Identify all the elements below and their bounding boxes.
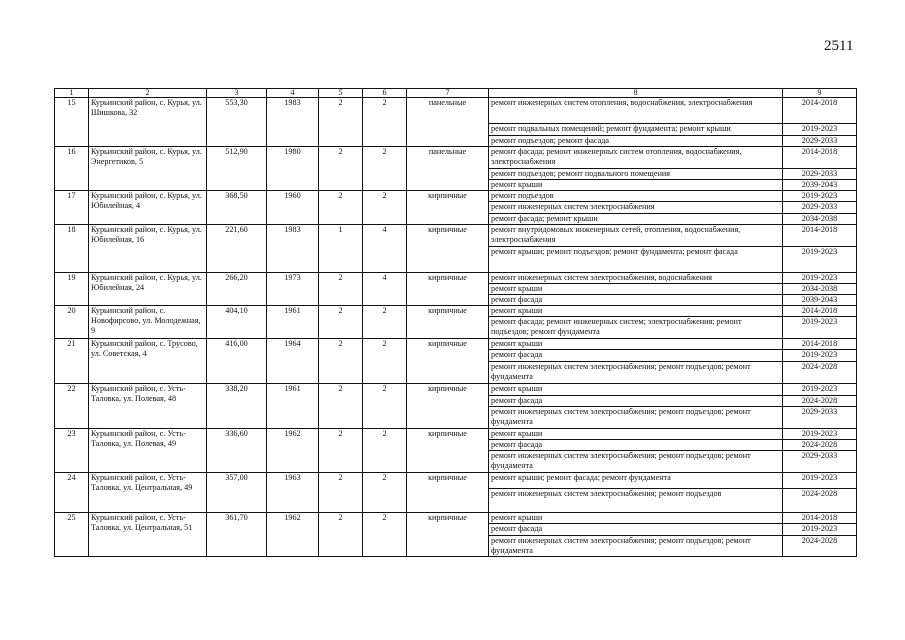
row-work-type: ремонт внутридомовых инженерных сетей, отопления, водоснабжения, электроснабжения	[489, 225, 783, 247]
row-period: 2034-2038	[783, 214, 857, 225]
col-header: 2	[89, 89, 207, 98]
row-work-type: ремонт крыши	[489, 429, 783, 440]
col-header: 9	[783, 89, 857, 98]
row-year: 1960	[267, 191, 319, 225]
row-work-type: ремонт инженерных систем электроснабжения; ремонт подъездов; ремонт фундамента	[489, 407, 783, 429]
col-header: 5	[319, 89, 363, 98]
row-entrances: 4	[363, 225, 407, 273]
row-wall-material: кирпичные	[407, 429, 489, 473]
row-period: 2029-2033	[783, 136, 857, 147]
row-entrances: 2	[363, 513, 407, 557]
row-area: 368,50	[207, 191, 267, 225]
row-entrances: 2	[363, 384, 407, 429]
row-work-type: ремонт фасада; ремонт крыши	[489, 214, 783, 225]
row-year: 1963	[267, 473, 319, 513]
col-header: 6	[363, 89, 407, 98]
row-wall-material: панельные	[407, 98, 489, 147]
row-work-type: ремонт фасада	[489, 350, 783, 362]
row-period: 2014-2018	[783, 98, 857, 124]
table-row	[55, 384, 857, 396]
row-work-type: ремонт крыши; ремонт подъездов; ремонт фундамента; ремонт фасада	[489, 247, 783, 273]
row-period: 2024-2028	[783, 362, 857, 384]
row-number: 23	[55, 429, 89, 473]
row-address: Курьинский район, с. Усть-Таловка, ул. Полевая, 49	[89, 429, 207, 473]
row-year: 1983	[267, 225, 319, 273]
row-address: Курьинский район, с. Усть-Таловка, ул. Полевая, 48	[89, 384, 207, 429]
row-entrances: 2	[363, 306, 407, 339]
row-work-type: ремонт инженерных систем электроснабжения; ремонт подъездов; ремонт фундамента	[489, 362, 783, 384]
row-period: 2024-2028	[783, 489, 857, 513]
row-number: 17	[55, 191, 89, 225]
row-work-type: ремонт крыши; ремонт фасада; ремонт фундамента	[489, 473, 783, 489]
row-year: 1961	[267, 306, 319, 339]
row-work-type: ремонт крыши	[489, 513, 783, 524]
row-address: Курьинский район, с. Курья, ул. Юбилейная, 16	[89, 225, 207, 273]
row-period: 2014-2018	[783, 225, 857, 247]
row-work-type: ремонт фасада	[489, 524, 783, 536]
row-period: 2014-2018	[783, 147, 857, 169]
row-work-type: ремонт инженерных систем отопления, водоснабжения, электроснабжения	[489, 98, 783, 124]
row-wall-material: кирпичные	[407, 273, 489, 306]
row-floors: 2	[319, 429, 363, 473]
table-row	[55, 225, 857, 247]
row-period: 2019-2023	[783, 191, 857, 202]
row-address: Курьинский район, с. Усть-Таловка, ул. Центральная, 51	[89, 513, 207, 557]
table-row	[55, 339, 857, 350]
row-work-type: ремонт фасада; ремонт инженерных систем; электроснабжения; ремонт подъездов; ремонт фундамента	[489, 317, 783, 339]
row-period: 2019-2023	[783, 273, 857, 284]
row-period: 2019-2023	[783, 317, 857, 339]
row-wall-material: кирпичные	[407, 473, 489, 513]
row-work-type: ремонт инженерных систем электроснабжения; ремонт подъездов; ремонт фундамента	[489, 451, 783, 473]
row-work-type: ремонт подъездов	[489, 191, 783, 202]
table-row	[55, 273, 857, 284]
table-row	[55, 473, 857, 489]
row-floors: 2	[319, 339, 363, 384]
row-wall-material: кирпичные	[407, 339, 489, 384]
page-number: 2511	[824, 38, 854, 54]
row-number: 19	[55, 273, 89, 306]
row-period: 2019-2023	[783, 384, 857, 396]
row-area: 361,70	[207, 513, 267, 557]
row-period: 2039-2043	[783, 295, 857, 306]
row-year: 1980	[267, 147, 319, 191]
row-work-type: ремонт инженерных систем электроснабжения; ремонт подъездов; ремонт фундамента	[489, 536, 783, 557]
row-entrances: 2	[363, 429, 407, 473]
table-row	[55, 306, 857, 317]
row-work-type: ремонт фасада; ремонт инженерных систем отопления, водоснабжения, электроснабжения	[489, 147, 783, 169]
table-row	[55, 513, 857, 524]
row-area: 404,10	[207, 306, 267, 339]
row-period: 2029-2033	[783, 451, 857, 473]
header-row	[55, 89, 857, 98]
row-work-type: ремонт фасада	[489, 440, 783, 451]
row-work-type: ремонт крыши	[489, 339, 783, 350]
row-number: 18	[55, 225, 89, 273]
table-row	[55, 147, 857, 169]
row-area: 221,60	[207, 225, 267, 273]
row-period: 2019-2023	[783, 473, 857, 489]
row-entrances: 2	[363, 339, 407, 384]
row-work-type: ремонт крыши	[489, 384, 783, 396]
row-period: 2029-2033	[783, 202, 857, 214]
table-row	[55, 98, 857, 124]
row-floors: 2	[319, 147, 363, 191]
row-period: 2024-2028	[783, 396, 857, 407]
row-period: 2034-2038	[783, 284, 857, 295]
row-area: 357,00	[207, 473, 267, 513]
row-period: 2024-2028	[783, 536, 857, 557]
row-area: 336,60	[207, 429, 267, 473]
row-work-type: ремонт подвальных помещений; ремонт фундамента; ремонт крыши	[489, 124, 783, 136]
row-number: 20	[55, 306, 89, 339]
row-year: 1973	[267, 273, 319, 306]
row-address: Курьинский район, с. Усть-Таловка, ул. Центральная, 49	[89, 473, 207, 513]
row-year: 1961	[267, 384, 319, 429]
row-area: 512,90	[207, 147, 267, 191]
row-area: 266,20	[207, 273, 267, 306]
row-work-type: ремонт крыши	[489, 284, 783, 295]
row-number: 15	[55, 98, 89, 147]
row-period: 2019-2023	[783, 247, 857, 273]
row-period: 2014-2018	[783, 339, 857, 350]
row-number: 16	[55, 147, 89, 191]
row-work-type: ремонт крыши	[489, 180, 783, 191]
row-floors: 2	[319, 98, 363, 147]
row-floors: 1	[319, 225, 363, 273]
row-period: 2014-2018	[783, 513, 857, 524]
row-year: 1962	[267, 513, 319, 557]
row-period: 2019-2023	[783, 124, 857, 136]
row-year: 1983	[267, 98, 319, 147]
col-header: 3	[207, 89, 267, 98]
row-work-type: ремонт подъездов; ремонт подвального помещения	[489, 169, 783, 180]
col-header: 7	[407, 89, 489, 98]
row-period: 2024-2028	[783, 440, 857, 451]
repair-schedule-table	[54, 88, 857, 557]
row-entrances: 2	[363, 98, 407, 147]
row-entrances: 4	[363, 273, 407, 306]
col-header: 1	[55, 89, 89, 98]
row-wall-material: кирпичные	[407, 306, 489, 339]
row-floors: 2	[319, 306, 363, 339]
table-body	[55, 98, 857, 557]
row-number: 21	[55, 339, 89, 384]
col-header: 4	[267, 89, 319, 98]
row-period: 2019-2023	[783, 429, 857, 440]
row-floors: 2	[319, 473, 363, 513]
row-entrances: 2	[363, 191, 407, 225]
row-wall-material: кирпичные	[407, 384, 489, 429]
row-work-type: ремонт подъездов; ремонт фасада	[489, 136, 783, 147]
row-area: 553,30	[207, 98, 267, 147]
row-wall-material: кирпичные	[407, 513, 489, 557]
row-wall-material: кирпичные	[407, 191, 489, 225]
row-address: Курьинский район, с. Курья, ул. Юбилейная, 4	[89, 191, 207, 225]
row-entrances: 2	[363, 147, 407, 191]
row-floors: 2	[319, 191, 363, 225]
table-row	[55, 429, 857, 440]
row-work-type: ремонт инженерных систем электроснабжения; ремонт подъездов	[489, 489, 783, 513]
row-wall-material: панельные	[407, 147, 489, 191]
row-work-type: ремонт фасада	[489, 396, 783, 407]
row-period: 2029-2033	[783, 407, 857, 429]
row-floors: 2	[319, 384, 363, 429]
row-number: 22	[55, 384, 89, 429]
row-address: Курьинский район, с. Курья, ул. Шишкова, 32	[89, 98, 207, 147]
row-number: 24	[55, 473, 89, 513]
row-period: 2019-2023	[783, 524, 857, 536]
row-area: 338,20	[207, 384, 267, 429]
row-area: 416,00	[207, 339, 267, 384]
row-period: 2019-2023	[783, 350, 857, 362]
row-work-type: ремонт крыши	[489, 306, 783, 317]
row-address: Курьинский район, с. Курья, ул. Юбилейная, 24	[89, 273, 207, 306]
row-number: 25	[55, 513, 89, 557]
table-row	[55, 191, 857, 202]
row-floors: 2	[319, 273, 363, 306]
row-period: 2029-2033	[783, 169, 857, 180]
row-wall-material: кирпичные	[407, 225, 489, 273]
row-floors: 2	[319, 513, 363, 557]
row-period: 2014-2018	[783, 306, 857, 317]
row-address: Курьинский район, с. Новофирсово, ул. Молодежная, 9	[89, 306, 207, 339]
row-address: Курьинский район, с. Курья, ул. Энергетиков, 5	[89, 147, 207, 191]
row-period: 2039-2043	[783, 180, 857, 191]
row-address: Курьинский район, с. Трусово, ул. Советская, 4	[89, 339, 207, 384]
col-header: 8	[489, 89, 783, 98]
row-year: 1962	[267, 429, 319, 473]
row-work-type: ремонт инженерных систем электроснабжения	[489, 202, 783, 214]
row-work-type: ремонт инженерных систем электроснабжения, водоснабжения	[489, 273, 783, 284]
row-year: 1964	[267, 339, 319, 384]
row-work-type: ремонт фасада	[489, 295, 783, 306]
row-entrances: 2	[363, 473, 407, 513]
